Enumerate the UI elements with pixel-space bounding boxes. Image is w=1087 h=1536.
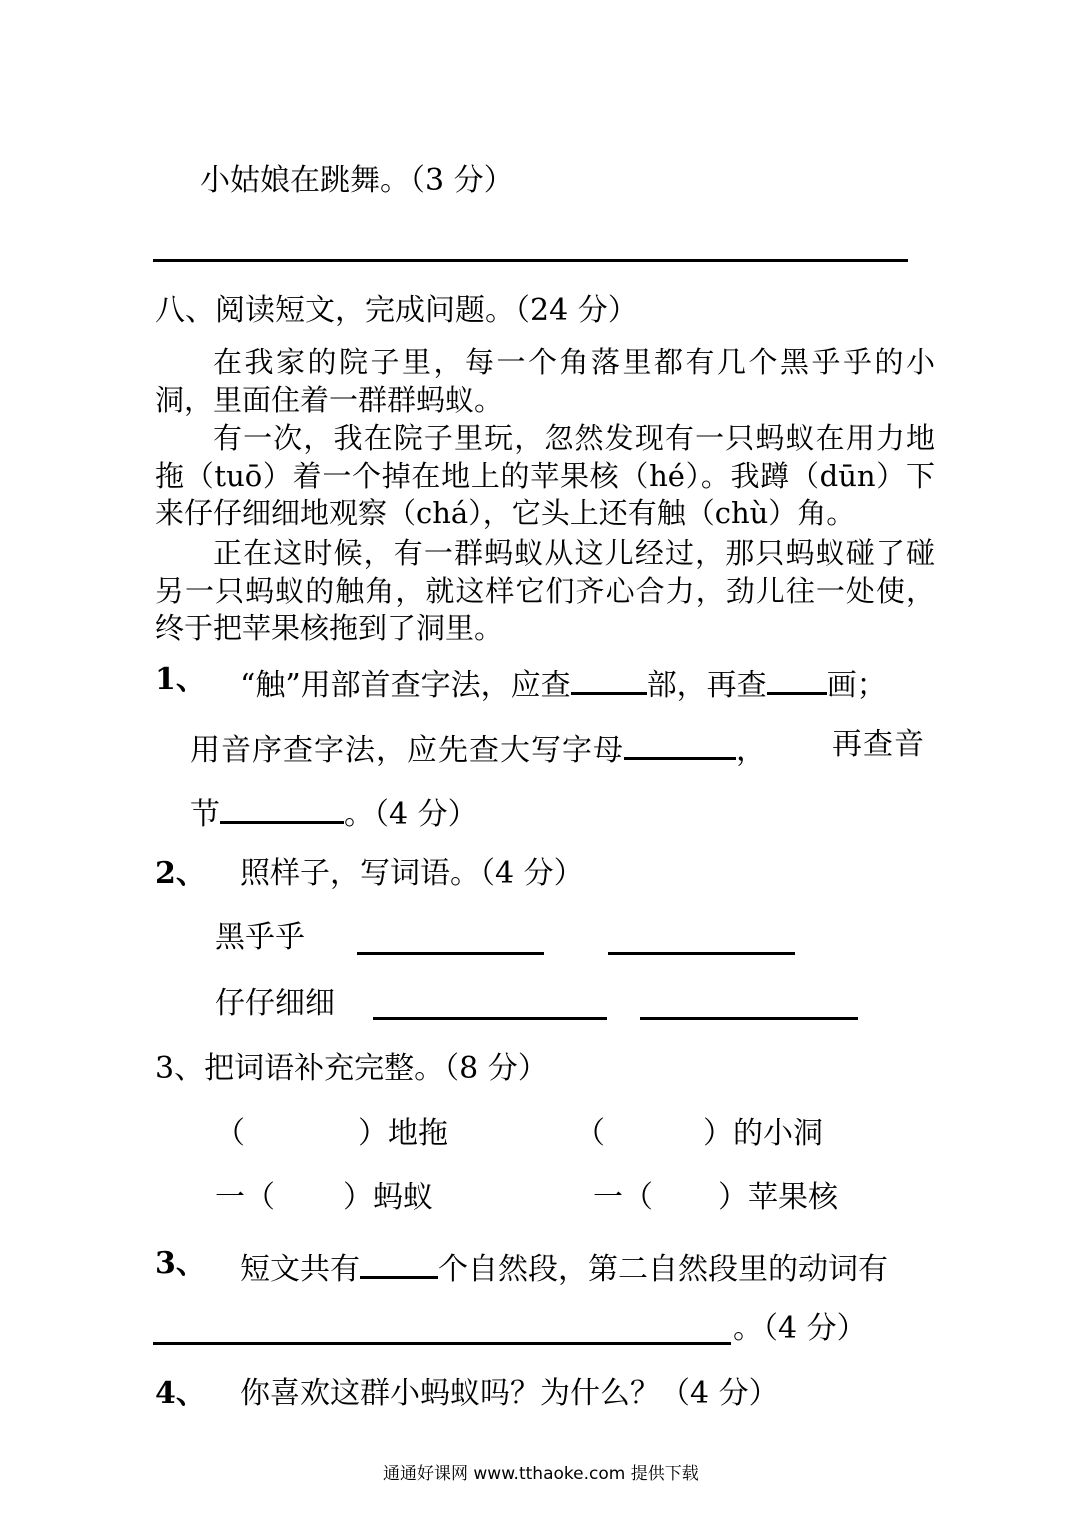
fill-word-text: ）蚂蚁 xyxy=(343,1180,433,1215)
question-text: 画； xyxy=(826,668,887,703)
question-text: ， xyxy=(736,733,767,768)
fill-blank[interactable] xyxy=(608,952,795,955)
question-text: “触”用部首查字法，应查 xyxy=(240,668,571,703)
fill-blank[interactable] xyxy=(640,1017,858,1020)
fill-word-text: ）苹果核 xyxy=(718,1180,838,1215)
fill-blank[interactable] xyxy=(357,952,544,955)
question-1-line-2 xyxy=(190,727,767,769)
fill-blank[interactable] xyxy=(373,1017,607,1020)
bracket: （ xyxy=(575,1116,605,1151)
question-number: 2、 xyxy=(155,856,206,891)
fill-blank[interactable] xyxy=(153,1342,731,1345)
question-text: 节 xyxy=(190,797,220,832)
question-3b-line xyxy=(240,1246,888,1288)
passage-paragraph-1: 在我家的院子里，每一个角落里都有几个黑乎乎的小洞，里面住着一群群蚂蚁。 xyxy=(155,345,935,417)
question-text: 照样子，写词语。（4 分） xyxy=(240,856,584,891)
fill-blank[interactable] xyxy=(624,727,736,760)
bracket: （ xyxy=(215,1116,245,1151)
question-text: 用音序查字法，应先查大写字母 xyxy=(190,733,624,768)
bracket: 一（ xyxy=(215,1180,275,1215)
question-text: 部，再查 xyxy=(646,668,767,703)
question-number: 3、 xyxy=(155,1246,206,1281)
question-title: 3、把词语补充完整。（8 分） xyxy=(155,1051,548,1086)
fill-blank[interactable] xyxy=(220,791,344,824)
previous-question-tail: 小姑娘在跳舞。（3 分） xyxy=(200,163,514,198)
question-1-line-3 xyxy=(190,791,478,833)
section-title: 八、阅读短文，完成问题。（24 分） xyxy=(155,293,638,328)
passage-paragraph-2: 有一次，我在院子里玩，忽然发现有一只蚂蚁在用力地拖（tuō）着一个掉在地上的苹果核（hé）。我蹲（dūn）下来仔仔细细地观察（chá），它头上还有触（chù）角。 xyxy=(155,421,935,530)
question-text: 短文共有 xyxy=(240,1252,360,1287)
question-text: 你喜欢这群小蚂蚁吗？为什么？（4 分） xyxy=(240,1376,779,1411)
footer-text: 通通好课网 www.tthaoke.com 提供下载 xyxy=(383,1464,699,1484)
fill-word-text: ）的小洞 xyxy=(703,1116,823,1151)
fill-blank[interactable] xyxy=(571,662,647,695)
question-number: 1、 xyxy=(155,662,206,697)
question-text: 再查音 xyxy=(832,727,925,762)
fill-word-text: ）地拖 xyxy=(358,1116,448,1151)
question-text: 个自然段，第二自然段里的动词有 xyxy=(438,1252,888,1287)
example-word: 黑乎乎 xyxy=(215,920,305,955)
example-word: 仔仔细细 xyxy=(215,986,335,1021)
passage-paragraph-3: 正在这时候，有一群蚂蚁从这儿经过，那只蚂蚁碰了碰另一只蚂蚁的触角，就这样它们齐心合力，劲儿往一处使，终于把苹果核拖到了洞里。 xyxy=(155,536,935,645)
question-text: 。（4 分） xyxy=(344,797,478,832)
bracket: 一（ xyxy=(593,1180,653,1215)
fill-blank[interactable] xyxy=(360,1246,438,1279)
answer-line xyxy=(153,259,908,262)
question-number: 4、 xyxy=(155,1376,206,1411)
fill-blank[interactable] xyxy=(767,662,827,695)
question-text: 。（4 分） xyxy=(733,1311,867,1346)
question-1-line-1 xyxy=(240,662,887,704)
